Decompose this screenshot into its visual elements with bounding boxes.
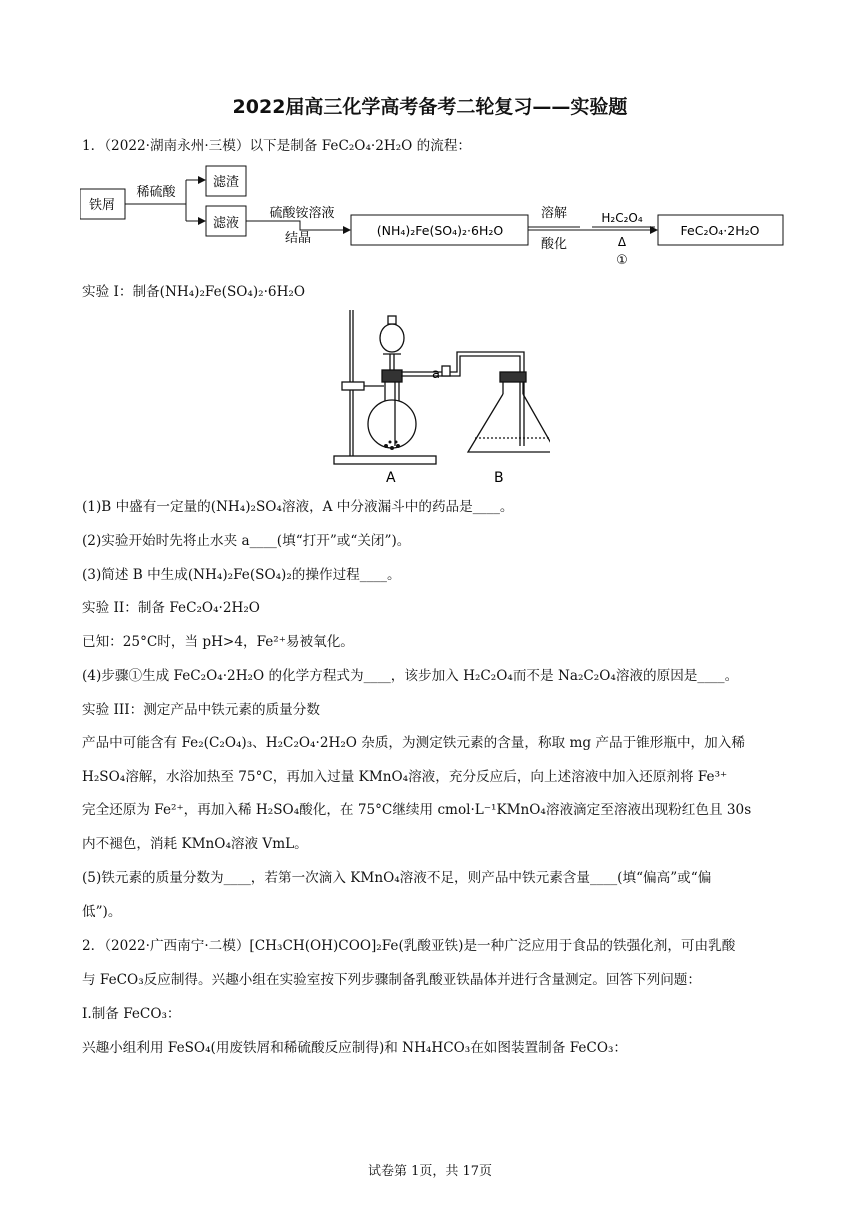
flow-reagent2-label: H₂C₂O₄ [601,211,643,225]
flow-op2b-label: 酸化 [540,237,568,252]
question-1-3: (3)简述 B 中生成(NH₄)₂Fe(SO₄)₂的操作过程____。 [82,567,401,583]
flow-product-label: FeC₂O₄·2H₂O [680,223,760,238]
flow-op2a-label: 溶解 [540,206,568,221]
flow-op1-label: 结晶 [284,231,312,246]
exp1-heading: 实验 I：制备(NH₄)₂Fe(SO₄)₂·6H₂O [82,284,306,300]
flow-start-label: 铁屑 [88,198,116,213]
flow-step-label: ① [616,253,628,268]
exp3-paragraph-line-1: 产品中可能含有 Fe₂(C₂O₄)₃、H₂C₂O₄·2H₂O 杂质，为测定铁元素的含量，称取 mg 产品于锥形瓶中，加入稀 [82,735,745,751]
page-title: 2022届高三化学高考备考二轮复习——实验题 [232,96,628,118]
q1-number: 1． [82,138,105,154]
q1-intro: 以下是制备 FeC₂O₄·2H₂O 的流程： [249,138,472,154]
flow-filtrate-label: 滤液 [212,216,240,231]
q2-line-4: 兴趣小组利用 FeSO₄(用废铁屑和稀硫酸反应制得)和 NH₄HCO₃在如图装置制备 FeCO₃： [82,1040,628,1056]
flow-heat-label: Δ [617,235,627,249]
question-1-5-line-1: (5)铁元素的质量分数为____，若第一次滴入 KMnO₄溶液不足，则产品中铁元素含量____(填“偏高”或“偏 [82,870,712,886]
exp3-paragraph-line-2: H₂SO₄溶解，水浴加热至 75°C，再加入过量 KMnO₄溶液，充分反应后，向上述溶液中加入还原剂将 Fe³⁺ [82,769,728,785]
q2-line-1: 2．（2022·广西南宁·二模）[CH₃CH(OH)COO]₂Fe(乳酸亚铁)是一种广泛应用于食品的铁强化剂，可由乳酸 [82,938,736,954]
flow-acid-label: 稀硫酸 [136,185,176,200]
page-footer: 试卷第 1页，共 17页 [367,1164,493,1179]
apparatus-figure [320,306,550,486]
flow-residue-label: 滤渣 [212,175,240,190]
question-1-1: (1)B 中盛有一定量的(NH₄)₂SO₄溶液，A 中分液漏斗中的药品是____。 [82,499,514,515]
question-1-2: (2)实验开始时先将止水夹 a____(填“打开”或“关闭”)。 [82,533,411,549]
known-condition: 已知：25°C时，当 pH>4，Fe²⁺易被氧化。 [82,634,354,650]
clamp-a-label: a [432,367,440,382]
apparatus-b-label: B [494,470,504,486]
exp3-heading: 实验 III：测定产品中铁元素的质量分数 [82,702,320,718]
question-1-4: (4)步骤①生成 FeC₂O₄·2H₂O 的化学方程式为____，该步加入 H₂C₂O₄而不是 Na₂C₂O₄溶液的原因是____。 [82,668,739,684]
exp3-paragraph-line-3: 完全还原为 Fe²⁺，再加入稀 H₂SO₄酸化，在 75°C继续用 cmol·L⁻¹KMnO₄溶液滴定至溶液出现粉红色且 30s [82,802,752,818]
q1-header [82,136,782,156]
exp2-heading: 实验 II：制备 FeC₂O₄·2H₂O [82,600,260,616]
apparatus-a-label: A [386,470,396,486]
q1-source: （2022·湖南永州·三模） [104,138,250,154]
flow-salt-label: (NH₄)₂Fe(SO₄)₂·6H₂O [376,223,504,238]
flow-reagent1-label: 硫酸铵溶液 [269,206,335,221]
question-1-5-line-2: 低”)。 [82,904,122,920]
q2-line-2: 与 FeCO₃反应制得。兴趣小组在实验室按下列步骤制备乳酸亚铁晶体并进行含量测定。回答下列问题： [82,972,701,988]
flow-diagram [80,160,800,272]
q2-line-3: I.制备 FeCO₃： [82,1006,181,1022]
exp3-paragraph-line-4: 内不褪色，消耗 KMnO₄溶液 VmL。 [82,836,308,852]
